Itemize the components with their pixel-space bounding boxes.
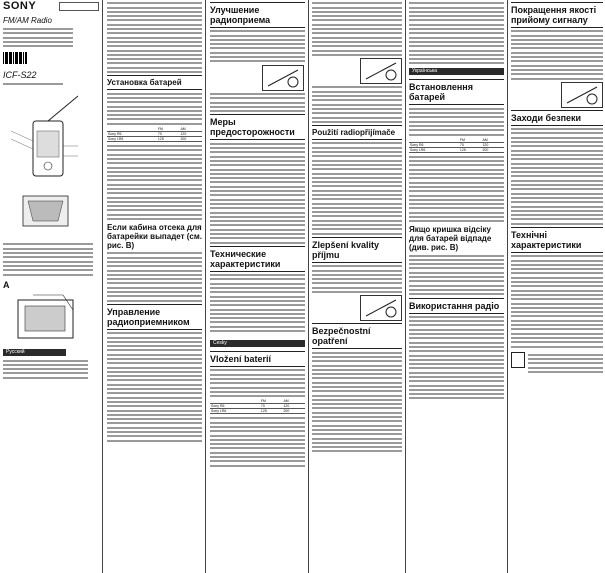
column-divider — [405, 0, 406, 573]
heading-improve-reception-ua: Покращення якості прийому сигналу — [511, 5, 597, 25]
body-text — [312, 352, 402, 453]
column-3 — [210, 0, 305, 573]
body-text — [409, 255, 504, 296]
column-divider — [102, 0, 103, 573]
battery-life-table-cz: FM AM Sony R6 70 120 Sony LR6 125 200 — [210, 399, 305, 414]
heading-precautions: Меры предосторожности — [210, 117, 295, 138]
body-text — [312, 86, 402, 122]
recycle-bin-icon — [511, 352, 525, 368]
heading-use-radio: Použití radiopřijímače — [312, 128, 396, 138]
battery-insert-illustration — [3, 290, 99, 345]
heading-use-radio-ua: Використання радіо — [409, 300, 500, 311]
antenna-illustration — [360, 295, 402, 321]
body-text — [409, 108, 504, 136]
spec-text — [210, 274, 305, 332]
heading-safety-ua: Заходи безпеки — [511, 112, 582, 123]
heading-specifications: Технические характеристики — [210, 248, 281, 269]
column-6 — [511, 0, 603, 573]
body-text — [210, 369, 305, 397]
antenna-illustration — [262, 65, 304, 91]
radio-illustration — [3, 91, 99, 241]
copyright-line — [3, 83, 63, 85]
heading-battery-cover: Если кабина отсека для батарейки выпадет (см. рис. B) — [107, 223, 202, 251]
body-text — [107, 145, 202, 220]
heading-install-batteries: Установка батарей — [107, 78, 182, 88]
section-bar-russian: Русский — [3, 349, 66, 356]
battery-life-table-ua: FM AM Sony R6 70 120 Sony LR6 125 200 — [409, 138, 504, 153]
body-text — [210, 30, 305, 62]
body-text — [312, 2, 402, 56]
part-number-box — [59, 2, 99, 11]
heading-operating: Управление радиоприемником — [107, 306, 190, 327]
heading-install-batteries-ua: Встановлення батарей — [409, 82, 473, 103]
spec-text — [409, 2, 504, 64]
body-text — [312, 265, 402, 293]
brand-logo: SONY — [3, 0, 37, 12]
body-text — [409, 156, 504, 222]
body-text — [511, 128, 603, 225]
heading-specifications-ua: Технічні характеристики — [511, 229, 582, 250]
body-text — [107, 93, 202, 125]
heading-insert-batteries: Vložení baterií — [210, 354, 272, 365]
figure-label-a: A — [3, 279, 10, 290]
column-divider — [205, 0, 206, 573]
antenna-illustration — [360, 58, 402, 84]
column-2 — [107, 0, 202, 573]
column-5 — [409, 0, 504, 573]
heading-improve-reception: Улучшение радиоприема — [210, 5, 271, 25]
column-divider — [308, 0, 309, 573]
body-text — [210, 93, 305, 112]
model-number: ICF-S22 — [3, 70, 37, 81]
section-bar-ukrainian: Українська — [409, 68, 504, 75]
body-text — [511, 30, 603, 79]
antenna-illustration — [561, 82, 603, 108]
section-bar-czech: Česky — [210, 340, 305, 347]
body-text — [107, 332, 202, 441]
intro-text — [107, 2, 202, 73]
heading-battery-cover-ua: Якщо кришка відсіку для батарей відпаде (див. рис. B) — [409, 225, 492, 253]
heading-improve-quality: Zlepšení kvality příjmu — [312, 239, 380, 260]
body-text — [210, 143, 305, 244]
body-text — [210, 417, 305, 466]
footer-text — [3, 360, 88, 379]
column-divider — [507, 0, 508, 573]
body-text — [409, 316, 504, 400]
barcode — [3, 52, 99, 64]
column-1 — [3, 0, 99, 573]
product-title: FM/AM Radio — [3, 16, 52, 25]
warning-text — [3, 243, 93, 275]
column-4 — [312, 0, 402, 573]
body-text — [107, 252, 202, 301]
spec-text — [511, 255, 603, 347]
language-list — [3, 28, 73, 47]
heading-safety: Bezpečnostní opatření — [312, 326, 371, 347]
body-text — [312, 142, 402, 234]
battery-life-table: FM AM Sony R6 70 120 Sony LR6 125 200 — [107, 127, 202, 142]
recycling-block — [511, 352, 603, 376]
